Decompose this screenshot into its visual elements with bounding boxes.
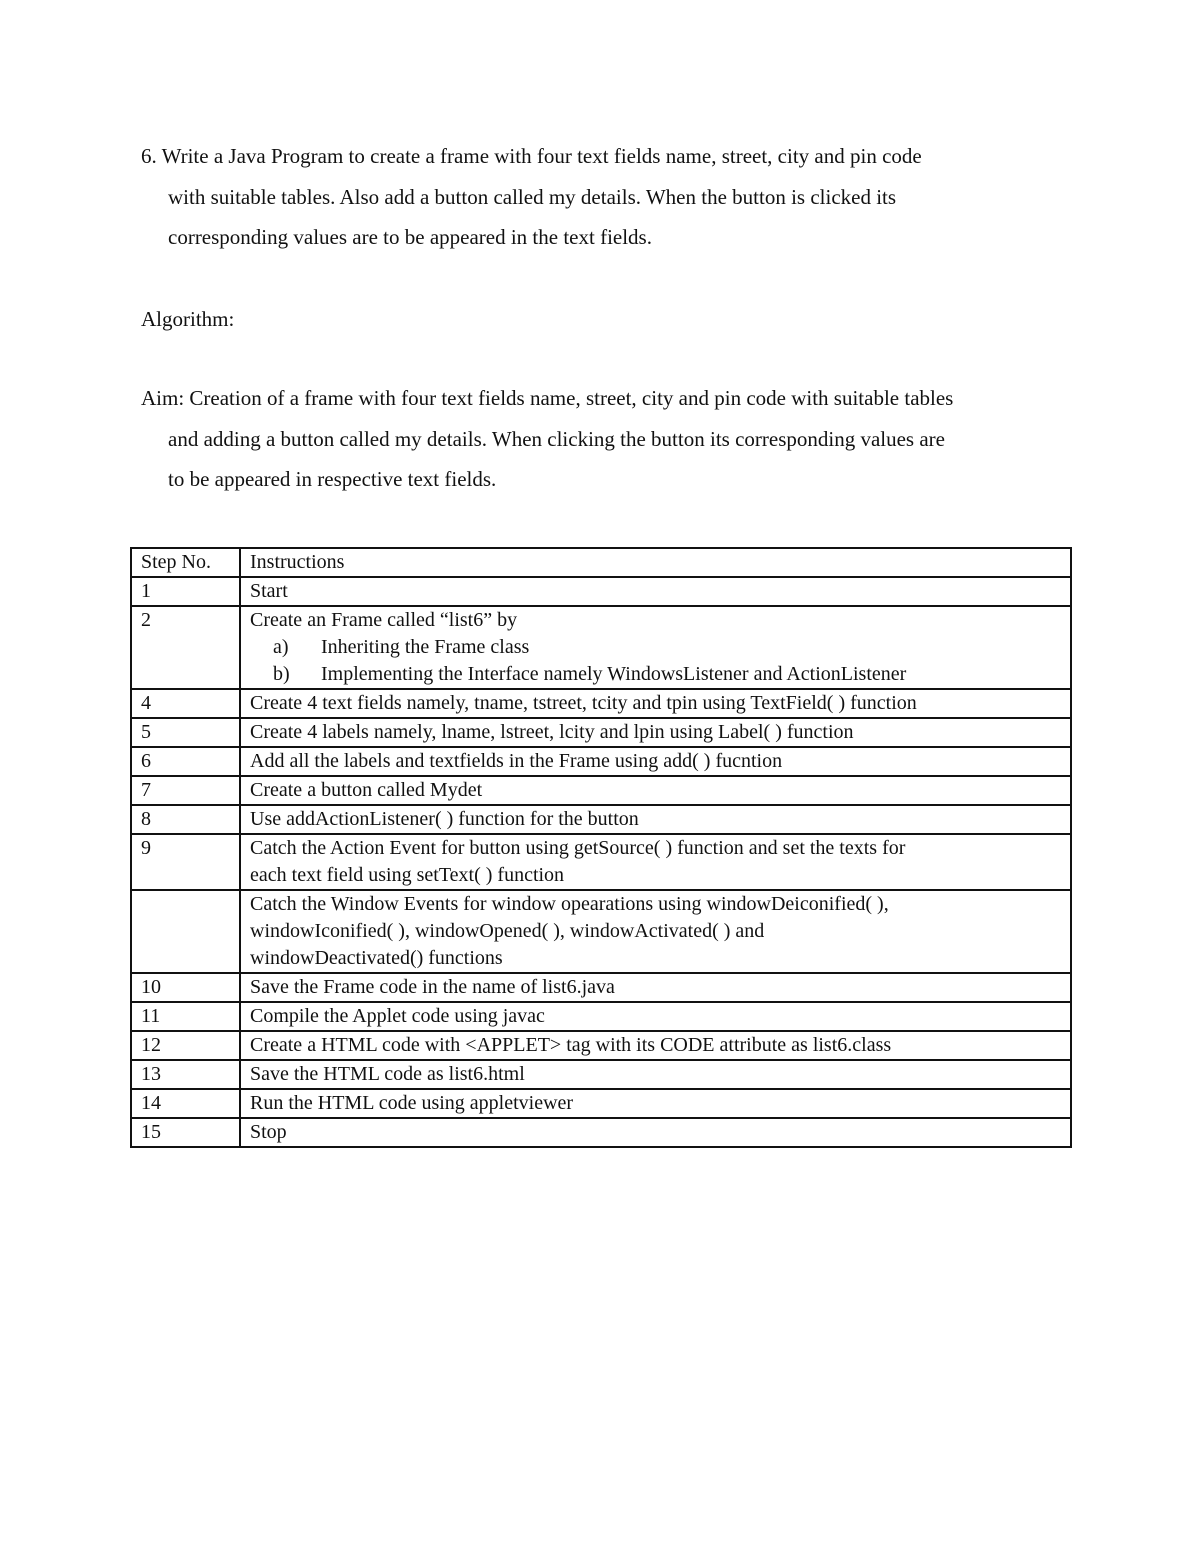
table-row [131, 1118, 1071, 1147]
table-row [131, 577, 1071, 606]
table-row [131, 890, 1071, 973]
sub-step-list [250, 634, 1061, 688]
step-instruction [240, 834, 1071, 890]
instruction-line: Create a button called Mydet [250, 779, 483, 801]
step-number: 9 [131, 834, 240, 890]
table-row [131, 834, 1071, 890]
sub-step-text: Inheriting the Frame class [321, 636, 530, 658]
aim-paragraph [141, 378, 1071, 500]
sub-step [250, 661, 1061, 688]
instruction-line: Start [250, 580, 288, 602]
step-number: 12 [131, 1031, 240, 1060]
step-instruction [240, 1002, 1071, 1031]
step-number [131, 890, 240, 973]
instruction-line: Create 4 labels namely, lname, lstreet, lcity and lpin using Label( ) function [250, 721, 854, 743]
algorithm-steps-table [130, 547, 1072, 1148]
sub-step-marker: a) [273, 636, 289, 658]
step-instruction [240, 1031, 1071, 1060]
instruction-line: Compile the Applet code using javac [250, 1005, 545, 1027]
question-paragraph [141, 136, 1071, 258]
instruction-line: Stop [250, 1121, 287, 1143]
step-number: 2 [131, 606, 240, 689]
instruction-line: Create an Frame called “list6” by [250, 609, 518, 631]
step-instruction [240, 890, 1071, 973]
table-row [131, 718, 1071, 747]
table-row [131, 1089, 1071, 1118]
table-row [131, 1031, 1071, 1060]
step-instruction [240, 718, 1071, 747]
step-instruction [240, 1089, 1071, 1118]
aim-line: and adding a button called my details. When clicking the button its corresponding values are [168, 426, 945, 451]
step-instruction [240, 1118, 1071, 1147]
table-row [131, 1060, 1071, 1089]
header-step-no: Step No. [131, 548, 240, 577]
step-instruction [240, 577, 1071, 606]
step-number: 8 [131, 805, 240, 834]
table-row [131, 973, 1071, 1002]
table-row [131, 606, 1071, 689]
table-row [131, 1002, 1071, 1031]
instruction-line: Use addActionListener( ) function for the button [250, 808, 639, 830]
step-instruction [240, 747, 1071, 776]
step-number: 7 [131, 776, 240, 805]
question-line: 6. Write a Java Program to create a frame with four text fields name, street, city and pin code [141, 144, 922, 168]
sub-step-text: Implementing the Interface namely WindowsListener and ActionListener [321, 663, 907, 685]
step-number: 14 [131, 1089, 240, 1118]
step-number: 6 [131, 747, 240, 776]
step-instruction [240, 805, 1071, 834]
step-number: 1 [131, 577, 240, 606]
instruction-line: Save the Frame code in the name of list6.java [250, 976, 615, 998]
table-row [131, 747, 1071, 776]
question-line: corresponding values are to be appeared in the text fields. [168, 225, 652, 249]
aim-line: Aim: Creation of a frame with four text fields name, street, city and pin code with suitable tables [141, 386, 954, 410]
instruction-line: windowIconified( ), windowOpened( ), windowActivated( ) and [250, 920, 765, 942]
step-instruction [240, 606, 1071, 689]
header-instructions: Instructions [240, 548, 1071, 577]
instruction-line: Catch the Action Event for button using getSource( ) function and set the texts for [250, 837, 906, 859]
step-number: 5 [131, 718, 240, 747]
instruction-line: Create a HTML code with <APPLET> tag with its CODE attribute as list6.class [250, 1034, 892, 1056]
table-row [131, 689, 1071, 718]
aim-line: to be appeared in respective text fields. [168, 467, 497, 491]
instruction-line: Create 4 text fields namely, tname, tstreet, tcity and tpin using TextField( ) function [250, 692, 917, 714]
step-instruction [240, 1060, 1071, 1089]
step-number: 4 [131, 689, 240, 718]
instruction-line: Run the HTML code using appletviewer [250, 1092, 574, 1114]
step-instruction [240, 973, 1071, 1002]
step-instruction [240, 689, 1071, 718]
instruction-line: each text field using setText( ) function [250, 864, 565, 886]
step-number: 13 [131, 1060, 240, 1089]
algorithm-heading: Algorithm: [141, 307, 235, 331]
step-number: 11 [131, 1002, 240, 1031]
table-row [131, 776, 1071, 805]
instruction-line: windowDeactivated() functions [250, 947, 503, 969]
instruction-line: Catch the Window Events for window opearations using windowDeiconified( ), [250, 893, 889, 915]
instruction-line: Add all the labels and textfields in the Frame using add( ) fucntion [250, 750, 783, 772]
sub-step-marker: b) [273, 663, 290, 685]
table-header-row [131, 548, 1071, 577]
step-instruction [240, 776, 1071, 805]
table-row [131, 805, 1071, 834]
question-line: with suitable tables. Also add a button called my details. When the button is clicked its [168, 184, 897, 209]
step-number: 15 [131, 1118, 240, 1147]
instruction-line: Save the HTML code as list6.html [250, 1063, 525, 1085]
step-number: 10 [131, 973, 240, 1002]
sub-step [250, 634, 1061, 661]
